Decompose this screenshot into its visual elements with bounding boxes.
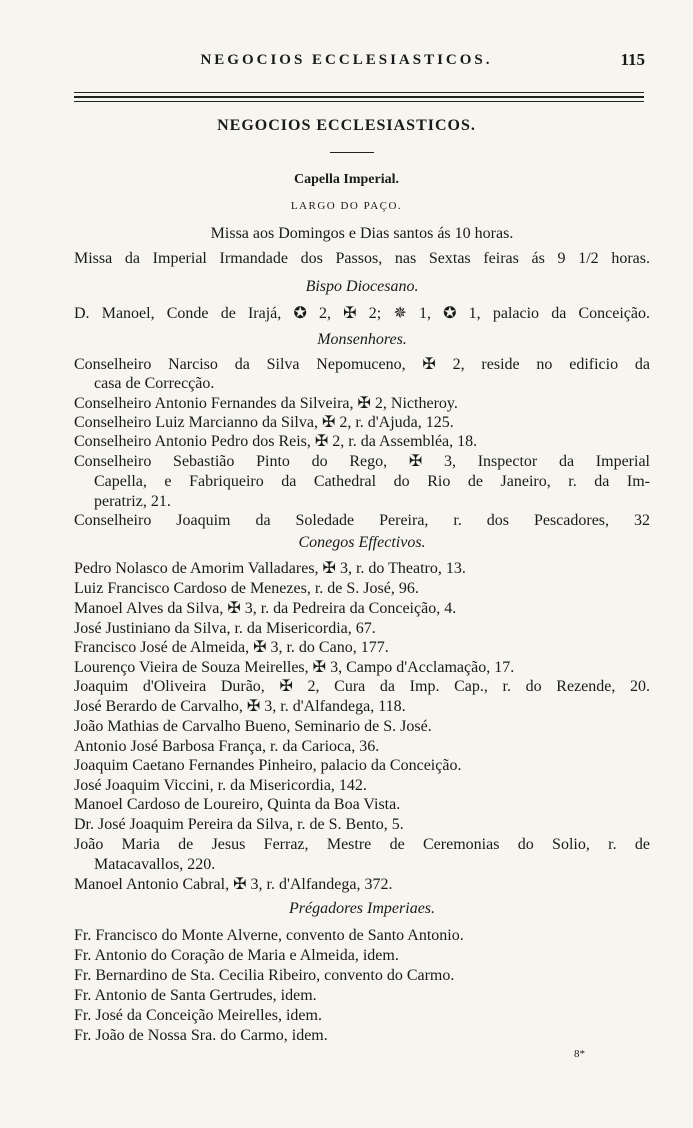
entry-line: D. Manoel, Conde de Irajá, ✪ 2, ✠ 2; ✵ 1, ✪ 1, palacio da Conceição. xyxy=(74,305,650,322)
entry-line-continued: casa de Correcção. xyxy=(94,375,215,392)
entry-line: Francisco José de Almeida, ✠ 3, r. do Cano, 177. xyxy=(74,639,389,656)
entry-line: Conselheiro Luiz Marcianno da Silva, ✠ 2, r. d'Ajuda, 125. xyxy=(74,414,454,431)
mass-schedule-line: Missa da Imperial Irmandade dos Passos, nas Sextas feiras ás 9 1/2 horas. xyxy=(74,250,650,267)
entry-line: Conselheiro Sebastião Pinto do Rego, ✠ 3, Inspector da Imperial xyxy=(74,453,650,470)
entry-line: Conselheiro Joaquim da Soledade Pereira, r. dos Pescadores, 32 xyxy=(74,512,650,529)
entry-line: José Berardo de Carvalho, ✠ 3, r. d'Alfandega, 118. xyxy=(74,698,406,715)
entry-line: Manoel Cardoso de Loureiro, Quinta da Boa Vista. xyxy=(74,796,401,813)
address: LARGO DO PAÇO. xyxy=(290,200,403,212)
page-number: 115 xyxy=(620,50,645,69)
entry-line: Conselheiro Narciso da Silva Nepomuceno, ✠ 2, reside no edificio da xyxy=(74,356,650,373)
entry-line-continued: Capella, e Fabriqueiro da Cathedral do Rio de Janeiro, r. da Im- xyxy=(94,473,650,490)
entry-line-continued: peratriz, 21. xyxy=(94,493,171,510)
entry-line: José Joaquim Viccini, r. da Misericordia, 142. xyxy=(74,777,367,794)
header-rule-top xyxy=(74,92,644,93)
entry-line: Lourenço Vieira de Souza Meirelles, ✠ 3, Campo d'Acclamação, 17. xyxy=(74,659,515,676)
entry-line: Manoel Alves da Silva, ✠ 3, r. da Pedreira da Conceição, 4. xyxy=(74,600,457,617)
signature-mark: 8* xyxy=(574,1048,585,1060)
heading-bispo: Bispo Diocesano. xyxy=(305,278,419,295)
entry-line: Antonio José Barbosa França, r. da Carioca, 36. xyxy=(74,738,380,755)
header-rule-bottom xyxy=(74,101,644,102)
header-rule-thick xyxy=(74,96,644,98)
entry-line: Joaquim Caetano Fernandes Pinheiro, palacio da Conceição. xyxy=(74,757,462,774)
subtitle: Capella Imperial. xyxy=(294,172,399,187)
section-title: NEGOCIOS ECCLESIASTICOS. xyxy=(217,117,476,134)
running-header-title: NEGOCIOS ECCLESIASTICOS. xyxy=(200,52,493,68)
mass-schedule-line: Missa aos Domingos e Dias santos ás 10 horas. xyxy=(210,225,514,242)
running-header xyxy=(0,52,693,76)
section-divider xyxy=(330,152,374,153)
entry-line: Conselheiro Antonio Fernandes da Silveira, ✠ 2, Nictheroy. xyxy=(74,395,458,412)
entry-line: João Mathias de Carvalho Bueno, Seminario de S. José. xyxy=(74,718,432,735)
heading-pregadores: Prégadores Imperiaes. xyxy=(288,900,436,917)
entry-line: José Justiniano da Silva, r. da Misericordia, 67. xyxy=(74,620,376,637)
entry-line: Fr. Francisco do Monte Alverne, convento de Santo Antonio. xyxy=(74,927,464,944)
entry-line: Fr. Antonio do Coração de Maria e Almeida, idem. xyxy=(74,947,399,964)
entry-line: Fr. Bernardino de Sta. Cecilia Ribeiro, convento do Carmo. xyxy=(74,967,455,984)
entry-line: Fr. João de Nossa Sra. do Carmo, idem. xyxy=(74,1027,328,1044)
entry-line: Fr. José da Conceição Meirelles, idem. xyxy=(74,1007,322,1024)
entry-line: Manoel Antonio Cabral, ✠ 3, r. d'Alfandega, 372. xyxy=(74,876,393,893)
entry-line: Conselheiro Antonio Pedro dos Reis, ✠ 2, r. da Assembléa, 18. xyxy=(74,433,478,450)
entry-line: João Maria de Jesus Ferraz, Mestre de Ceremonias do Solio, r. de xyxy=(74,836,650,853)
heading-monsenhores: Monsenhores. xyxy=(317,331,407,348)
heading-conegos: Conegos Effectivos. xyxy=(298,534,426,551)
entry-line-continued: Matacavallos, 220. xyxy=(94,856,216,873)
entry-line: Fr. Antonio de Santa Gertrudes, idem. xyxy=(74,987,317,1004)
entry-line: Pedro Nolasco de Amorim Valladares, ✠ 3, r. do Theatro, 13. xyxy=(74,560,466,577)
entry-line: Joaquim d'Oliveira Durão, ✠ 2, Cura da Imp. Cap., r. do Rezende, 20. xyxy=(74,678,650,695)
entry-line: Dr. José Joaquim Pereira da Silva, r. de S. Bento, 5. xyxy=(74,816,404,833)
entry-line: Luiz Francisco Cardoso de Menezes, r. de S. José, 96. xyxy=(74,580,419,597)
